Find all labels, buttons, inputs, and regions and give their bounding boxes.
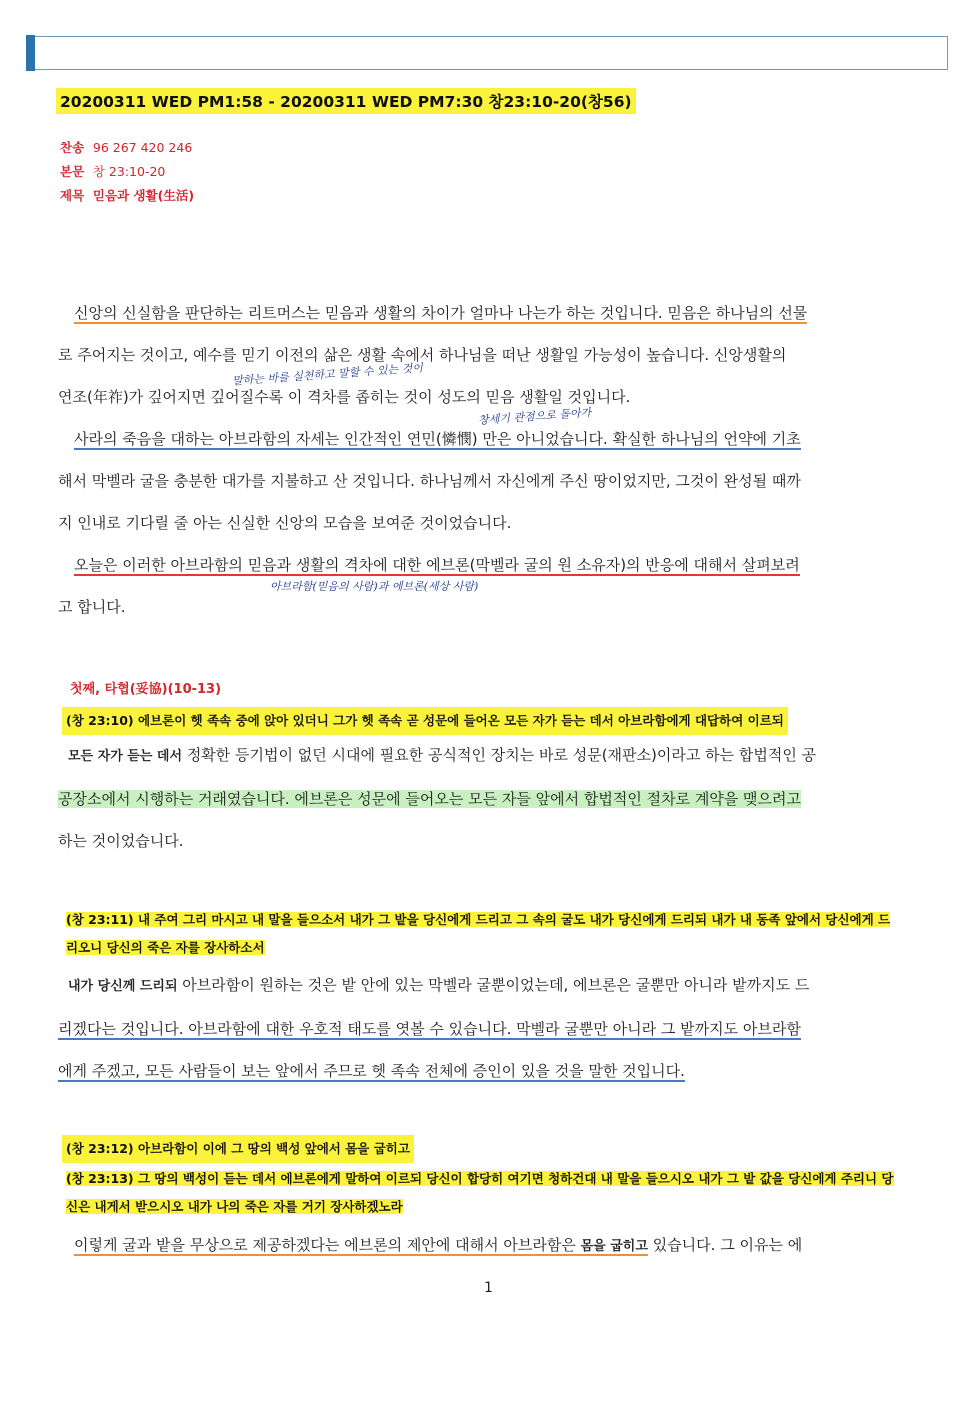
text-line: 해서 막벨라 굴을 충분한 대가를 지불하고 산 것입니다. 하나님께서 자신에게 주신 땅이었지만, 그것이 완성될 때까: [58, 472, 801, 490]
handwritten-note: 아브라함(믿음의 사람)과 에브론(세상 사람): [270, 580, 479, 593]
verse-line: 리오니 당신의 죽은 자를 장사하소서: [66, 940, 265, 955]
text-line: 지 인내로 기다릴 줄 아는 신실한 신앙의 모습을 보여준 것이었습니다.: [58, 514, 512, 532]
hymn-value: 96 267 420 246: [92, 140, 193, 155]
page-number: 1: [484, 1280, 493, 1296]
text-line: 있습니다. 그 이유는 에: [647, 1236, 803, 1254]
commentary-2: [58, 964, 926, 1092]
text-line: 에게 주겠고, 모든 사람들이 보는 앞에서 주므로 헷 족속 전체에 증인이 있을 것을 말한 것입니다.: [58, 1062, 685, 1080]
text-label: 본문: [60, 164, 85, 179]
commentary-1: [58, 734, 926, 862]
text-line: 아브라함이 원하는 것은 밭 안에 있는 막벨라 굴뿐이었는데, 에브론은 굴뿐만 아니라 밭까지도 드: [177, 976, 810, 994]
keyword: 모든 자가 듣는 데서: [68, 749, 183, 764]
handwritten-note: 창세기 관점으로 돌아가: [477, 406, 592, 427]
text-line: [60, 162, 165, 180]
verse-line: (창 23:11) 내 주여 그리 마시고 내 말을 들으소서 내가 그 밭을 당신에게 드리고 그 속의 굴도 내가 당신에게 드리되 내가 내 동족 앞에서 당신에게 드: [66, 912, 891, 927]
hymn-line: [60, 138, 192, 156]
verse-23-11: [62, 906, 932, 962]
commentary-3: [58, 1224, 926, 1268]
frame-accent-bar: [26, 35, 35, 71]
keyword: 내가 당신께 드리되: [68, 979, 178, 994]
top-frame: [26, 36, 948, 70]
hymn-label: 찬송: [60, 140, 85, 155]
handwritten-note: 말하는 바를 실천하고 말할 수 있는 것이: [231, 361, 424, 388]
title-label: 제목: [60, 188, 85, 203]
text-line: 이렇게 굴과 밭을 무상으로 제공하겠다는 에브론의 제안에 대해서 아브라함은: [74, 1236, 581, 1254]
verse-23-10: (창 23:10) 에브론이 헷 족속 중에 앉아 있더니 그가 헷 족속 곧 성문에 들어온 모든 자가 듣는 데서 아브라함에게 대답하여 이르되: [62, 707, 788, 735]
verse-line: 신은 내게서 받으시오 내가 나의 죽은 자를 거기 장사하겠노라: [66, 1199, 403, 1214]
keyword: 몸을 굽히고: [580, 1239, 648, 1254]
verse-23-12: (창 23:12) 아브라함이 이에 그 땅의 백성 앞에서 몸을 굽히고: [62, 1135, 414, 1163]
intro-paragraph-2: [58, 418, 926, 544]
text-line: 고 합니다.: [58, 598, 126, 616]
text-line: 리겠다는 것입니다. 아브라함에 대한 우호적 태도를 엿볼 수 있습니다. 막벨라 굴뿐만 아니라 그 밭까지도 아브라함: [58, 1020, 801, 1038]
title-value: 믿음과 생활(生活): [92, 188, 195, 203]
verse-23-13: [62, 1165, 932, 1221]
title-line: [60, 186, 194, 204]
text-line: 정확한 등기법이 없던 시대에 필요한 공식적인 장치는 바로 성문(재판소)이라고 하는 합법적인 공: [182, 746, 817, 764]
text-line: 연조(年祚)가 깊어지면 깊어질수록 이 격차를 좁히는 것이 성도의 믿음 생활일 것입니다.: [58, 388, 631, 406]
text-line: 오늘은 이러한 아브라함의 믿음과 생활의 격차에 대한 에브론(막벨라 굴의 원 소유자)의 반응에 대해서 살펴보려: [74, 556, 800, 574]
section-title: 첫째, 타협(妥協)(10-13): [70, 682, 222, 697]
document-header: 20200311 WED PM1:58 - 20200311 WED PM7:30 창23:10-20(창56): [56, 88, 636, 114]
verse-line: (창 23:13) 그 땅의 백성이 듣는 데서 에브론에게 말하여 이르되 당신이 합당히 여기면 청하건대 내 말을 들으시오 내가 그 밭 값을 당신에게 주리니 당: [66, 1171, 894, 1186]
text-value: 창 23:10-20: [92, 164, 166, 179]
text-line: 공장소에서 시행하는 거래였습니다. 에브론은 성문에 들어오는 모든 자들 앞에서 합법적인 절차로 계약을 맺으려고: [58, 790, 802, 808]
text-line: 로 주어지는 것이고, 예수를 믿기 이전의 삶은 생활 속에서 하나님을 떠난 생활일 가능성이 높습니다. 신앙생활의: [58, 346, 787, 364]
intro-paragraph-1: [58, 292, 926, 418]
text-line: 사라의 죽음을 대하는 아브라함의 자세는 인간적인 연민(憐憫) 만은 아니었습니다. 확실한 하나님의 언약에 기초: [74, 430, 801, 448]
text-line: 신앙의 신실함을 판단하는 리트머스는 믿음과 생활의 차이가 얼마나 나는가 하는 것입니다. 믿음은 하나님의 선물: [74, 304, 808, 322]
text-line: 하는 것이었습니다.: [58, 832, 184, 850]
intro-paragraph-3: [58, 544, 926, 628]
